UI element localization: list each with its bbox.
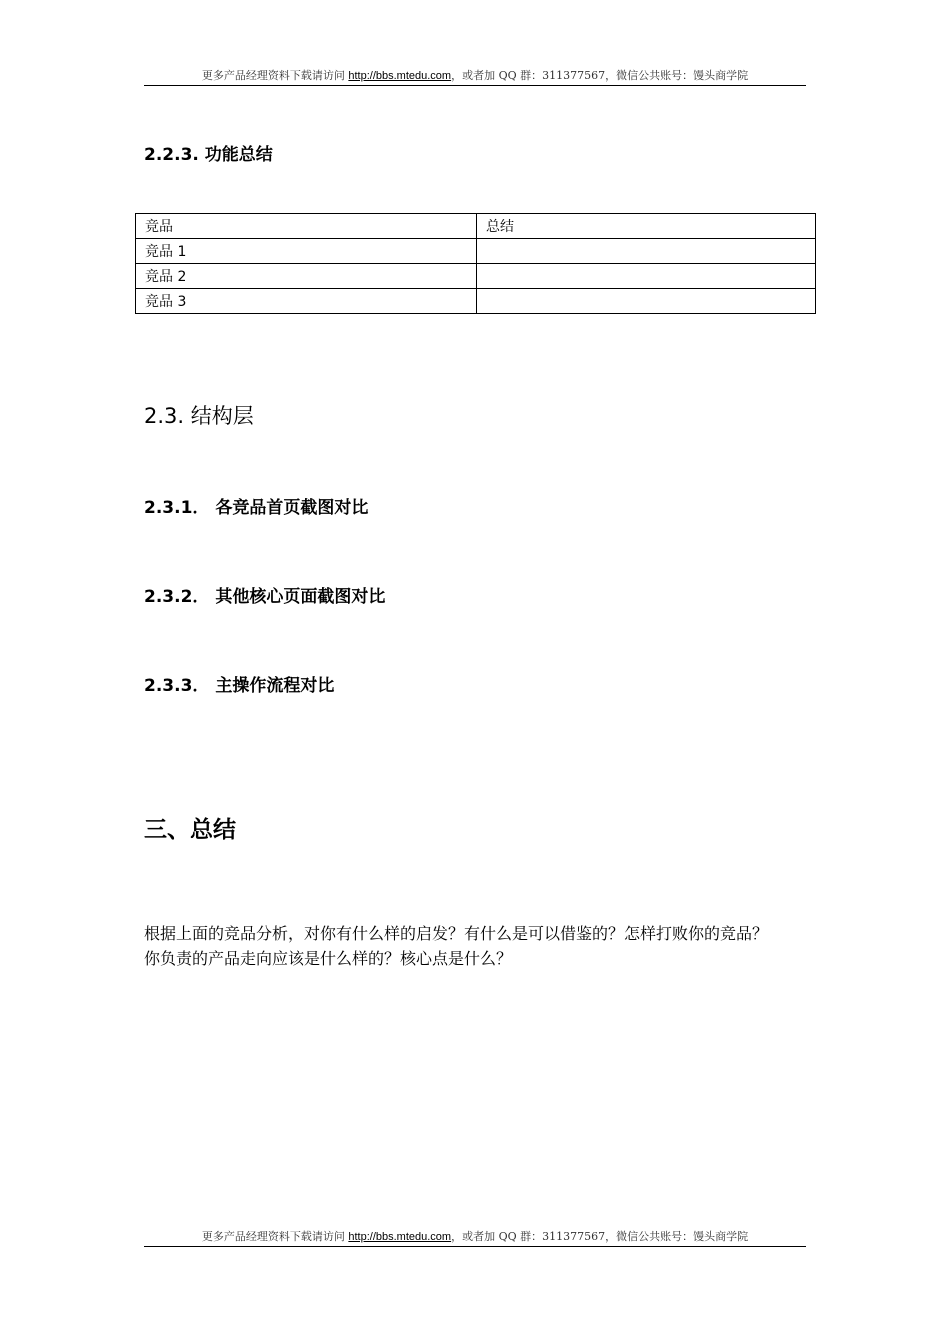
footer-link[interactable]: http://bbs.mtedu.com [348,1231,452,1243]
table-header-summary: 总结 [477,214,816,239]
heading-3-summary: 三、总结 [144,817,236,843]
page-footer [144,1228,806,1247]
table-cell-product: 竞品 1 [136,239,477,264]
table-cell-product: 竞品 2 [136,264,477,289]
summary-line-1: 根据上面的竞品分析，对你有什么样的启发？有什么是可以借鉴的？怎样打败你的竞品？ [144,924,769,943]
comparison-table [135,213,816,314]
table-row [136,239,816,264]
heading-2-3-3: 2.3.3． 主操作流程对比 [144,676,335,696]
page-header [144,67,806,86]
footer-prefix: 更多产品经理资料下载请访问 [201,1230,349,1243]
table-header-row [136,214,816,239]
heading-2-3-2: 2.3.2． 其他核心页面截图对比 [144,587,386,607]
table-cell-summary [477,239,816,264]
table-cell-product: 竞品 3 [136,289,477,314]
header-prefix: 更多产品经理资料下载请访问 [201,69,349,82]
heading-2-2-3: 2.2.3. 功能总结 [144,145,273,165]
table-header-product: 竞品 [136,214,477,239]
table-row [136,264,816,289]
footer-suffix: ，或者加 QQ 群：311377567，微信公共账号：馒头商学院 [451,1230,749,1243]
heading-2-3: 2.3. 结构层 [144,404,254,428]
header-suffix: ，或者加 QQ 群：311377567，微信公共账号：馒头商学院 [451,69,749,82]
summary-paragraph [144,921,814,971]
table-cell-summary [477,264,816,289]
table-row [136,289,816,314]
table-cell-summary [477,289,816,314]
header-link[interactable]: http://bbs.mtedu.com [348,70,452,82]
heading-2-3-1: 2.3.1． 各竞品首页截图对比 [144,498,369,518]
summary-line-2: 你负责的产品走向应该是什么样的？核心点是什么？ [144,949,513,968]
